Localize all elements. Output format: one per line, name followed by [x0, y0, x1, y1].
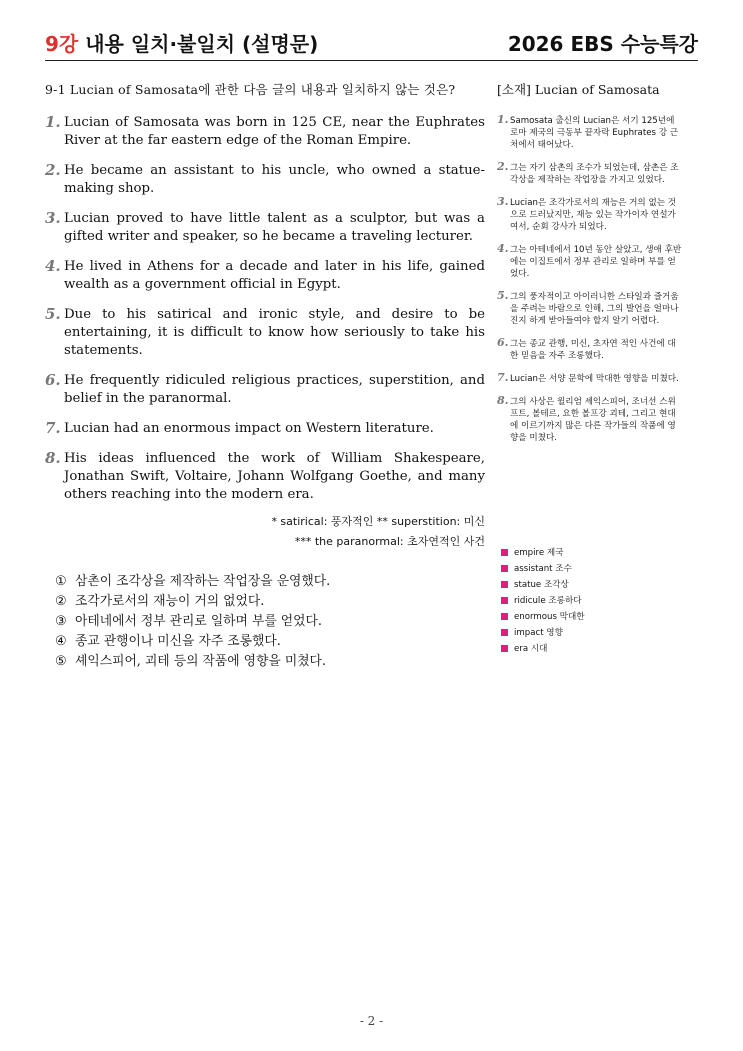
translation-1 [497, 115, 682, 151]
question-stem: 9-1 Lucian of Samosata에 관한 다음 글의 내용과 일치하지 않는 것은? [45, 82, 456, 97]
choice-mark: ② [55, 594, 67, 609]
page-number: - 2 - [359, 1014, 384, 1028]
translation-text: 그의 풍자적이고 아이러니한 스타일과 즐거움을 주려는 바람으로 인해, 그의 발언을 얼마나 진지 하게 받아들여야 할지 알기 어렵다. [510, 292, 679, 326]
vocab-text: era 시대 [514, 644, 548, 654]
translation-number: 7. [497, 371, 509, 384]
vocab-text: ridicule 조롱하다 [514, 596, 582, 606]
passage-sentence-7 [45, 420, 485, 438]
answer-choices [55, 572, 330, 672]
translation-number: 2. [497, 160, 509, 173]
vocab-text: statue 조각상 [514, 580, 569, 590]
sentence-text: Due to his satirical and ironic style, and desire to be entertaining, it is difficult to know how seriously to take his statements. [64, 307, 485, 358]
vocab-item [501, 625, 585, 641]
vocab-text: impact 영향 [514, 628, 563, 638]
sentence-number: 3. [45, 209, 61, 227]
sentence-number: 4. [45, 257, 61, 275]
sentence-text: He lived in Athens for a decade and later in his life, gained wealth as a government official in Egypt. [64, 259, 485, 292]
vocab-text: enormous 막대한 [514, 612, 585, 622]
vocab-item [501, 609, 585, 625]
lesson-number: 9강 [45, 32, 79, 56]
sentence-text: He frequently ridiculed religious practices, superstition, and belief in the paranormal. [64, 373, 485, 406]
vocab-item [501, 577, 585, 593]
translation-4 [497, 244, 682, 280]
translation-2 [497, 162, 682, 186]
sentence-text: Lucian of Samosata was born in 125 CE, near the Euphrates River at the far eastern edge of the Roman Empire. [64, 115, 485, 148]
translation-number: 3. [497, 195, 509, 208]
passage-sentence-1 [45, 114, 485, 150]
sentence-text: He became an assistant to his uncle, who owned a statue-making shop. [64, 163, 485, 196]
sentence-number: 5. [45, 305, 61, 323]
choice-text: 조각가로서의 재능이 거의 없었다. [75, 594, 265, 609]
passage-sentence-6 [45, 372, 485, 408]
square-bullet-icon [501, 645, 508, 652]
choice-text: 아테네에서 정부 관리로 일하며 부를 얻었다. [75, 614, 322, 629]
translation-7 [497, 373, 682, 385]
choice-3[interactable] [55, 612, 330, 632]
translation-number: 4. [497, 242, 509, 255]
choice-1[interactable] [55, 572, 330, 592]
lesson-heading [45, 28, 318, 57]
footnote-line: *** the paranormal: 초자연적인 사건 [294, 535, 485, 548]
translation-number: 1. [497, 113, 509, 126]
page-header [45, 28, 698, 58]
translation-number: 5. [497, 289, 509, 302]
footnotes [271, 512, 485, 552]
translation-text: 그의 사상은 윌리엄 셰익스피어, 조너선 스위프트, 볼테르, 요한 볼프강 괴테, 그리고 현대에 이르기까지 많은 다른 작가들의 작품에 영향을 미쳤다. [510, 397, 676, 443]
choice-text: 셰익스피어, 괴테 등의 작품에 영향을 미쳤다. [75, 654, 326, 669]
choice-text: 종교 관행이나 미신을 자주 조롱했다. [75, 634, 281, 649]
passage-sentence-4 [45, 258, 485, 294]
square-bullet-icon [501, 581, 508, 588]
sentence-text: His ideas influenced the work of William Shakespeare, Jonathan Swift, Voltaire, Johann Wolfgang Goethe, and many others reaching into the modern era. [64, 451, 485, 502]
translation-text: Samosata 출신의 Lucian은 서기 125년에 로마 제국의 극동부 끝자락 Euphrates 강 근처에서 태어났다. [510, 116, 679, 150]
square-bullet-icon [501, 597, 508, 604]
choice-mark: ④ [55, 634, 67, 649]
choice-2[interactable] [55, 592, 330, 612]
choice-mark: ⑤ [55, 654, 67, 669]
sentence-text: Lucian had an enormous impact on Western literature. [64, 421, 434, 436]
square-bullet-icon [501, 549, 508, 556]
square-bullet-icon [501, 629, 508, 636]
choice-4[interactable] [55, 632, 330, 652]
translation-text: 그는 자기 삼촌의 조수가 되었는데, 삼촌은 조각상을 제작하는 작업장을 가지고 있었다. [510, 163, 679, 185]
main-column [45, 80, 485, 516]
sentence-number: 7. [45, 419, 61, 437]
passage-sentence-8 [45, 450, 485, 504]
translation-5 [497, 291, 682, 327]
vocab-item [501, 593, 585, 609]
translation-text: 그는 아테네에서 10년 동안 살았고, 생애 후반에는 이집트에서 정부 관리로 일하며 부를 얻었다. [510, 245, 682, 279]
translation-3 [497, 197, 682, 233]
square-bullet-icon [501, 565, 508, 572]
translation-text: Lucian은 서양 문학에 막대한 영향을 미쳤다. [510, 374, 679, 384]
vocab-item [501, 545, 585, 561]
sentence-number: 2. [45, 161, 61, 179]
choice-mark: ③ [55, 614, 67, 629]
choice-text: 삼촌이 조각상을 제작하는 작업장을 운영했다. [75, 574, 331, 589]
square-bullet-icon [501, 613, 508, 620]
sidebar-title: [소재] Lucian of Samosata [497, 82, 660, 97]
sentence-number: 1. [45, 113, 61, 131]
translation-number: 8. [497, 394, 509, 407]
vocab-text: assistant 조수 [514, 564, 572, 574]
choice-mark: ① [55, 574, 67, 589]
sentence-text: Lucian proved to have little talent as a sculptor, but was a gifted writer and speaker, so he became a traveling lecturer. [64, 211, 485, 244]
vocab-list [501, 545, 585, 657]
book-title: 2026 EBS 수능특강 [507, 32, 698, 56]
passage-sentence-3 [45, 210, 485, 246]
sentence-number: 8. [45, 449, 61, 467]
choice-5[interactable] [55, 652, 330, 672]
translation-8 [497, 396, 682, 444]
translation-6 [497, 338, 682, 362]
passage-sentence-5 [45, 306, 485, 360]
footnote-line: * satirical: 풍자적인 ** superstition: 미신 [271, 515, 485, 528]
vocab-item [501, 641, 585, 657]
translation-text: 그는 종교 관행, 미신, 초자연 적인 사건에 대한 믿음을 자주 조롱했다. [510, 339, 676, 361]
sentence-number: 6. [45, 371, 61, 389]
vocab-text: empire 제국 [514, 548, 564, 558]
translation-number: 6. [497, 336, 509, 349]
sidebar [497, 80, 682, 455]
passage-sentence-2 [45, 162, 485, 198]
lesson-title: 내용 일치·불일치 (설명문) [85, 32, 319, 56]
translation-text: Lucian은 조각가로서의 재능은 거의 없는 것으로 드러났지만, 재능 있는 작가이자 연설가여서, 순회 강사가 되었다. [510, 198, 677, 232]
header-divider [45, 60, 698, 61]
vocab-item [501, 561, 585, 577]
